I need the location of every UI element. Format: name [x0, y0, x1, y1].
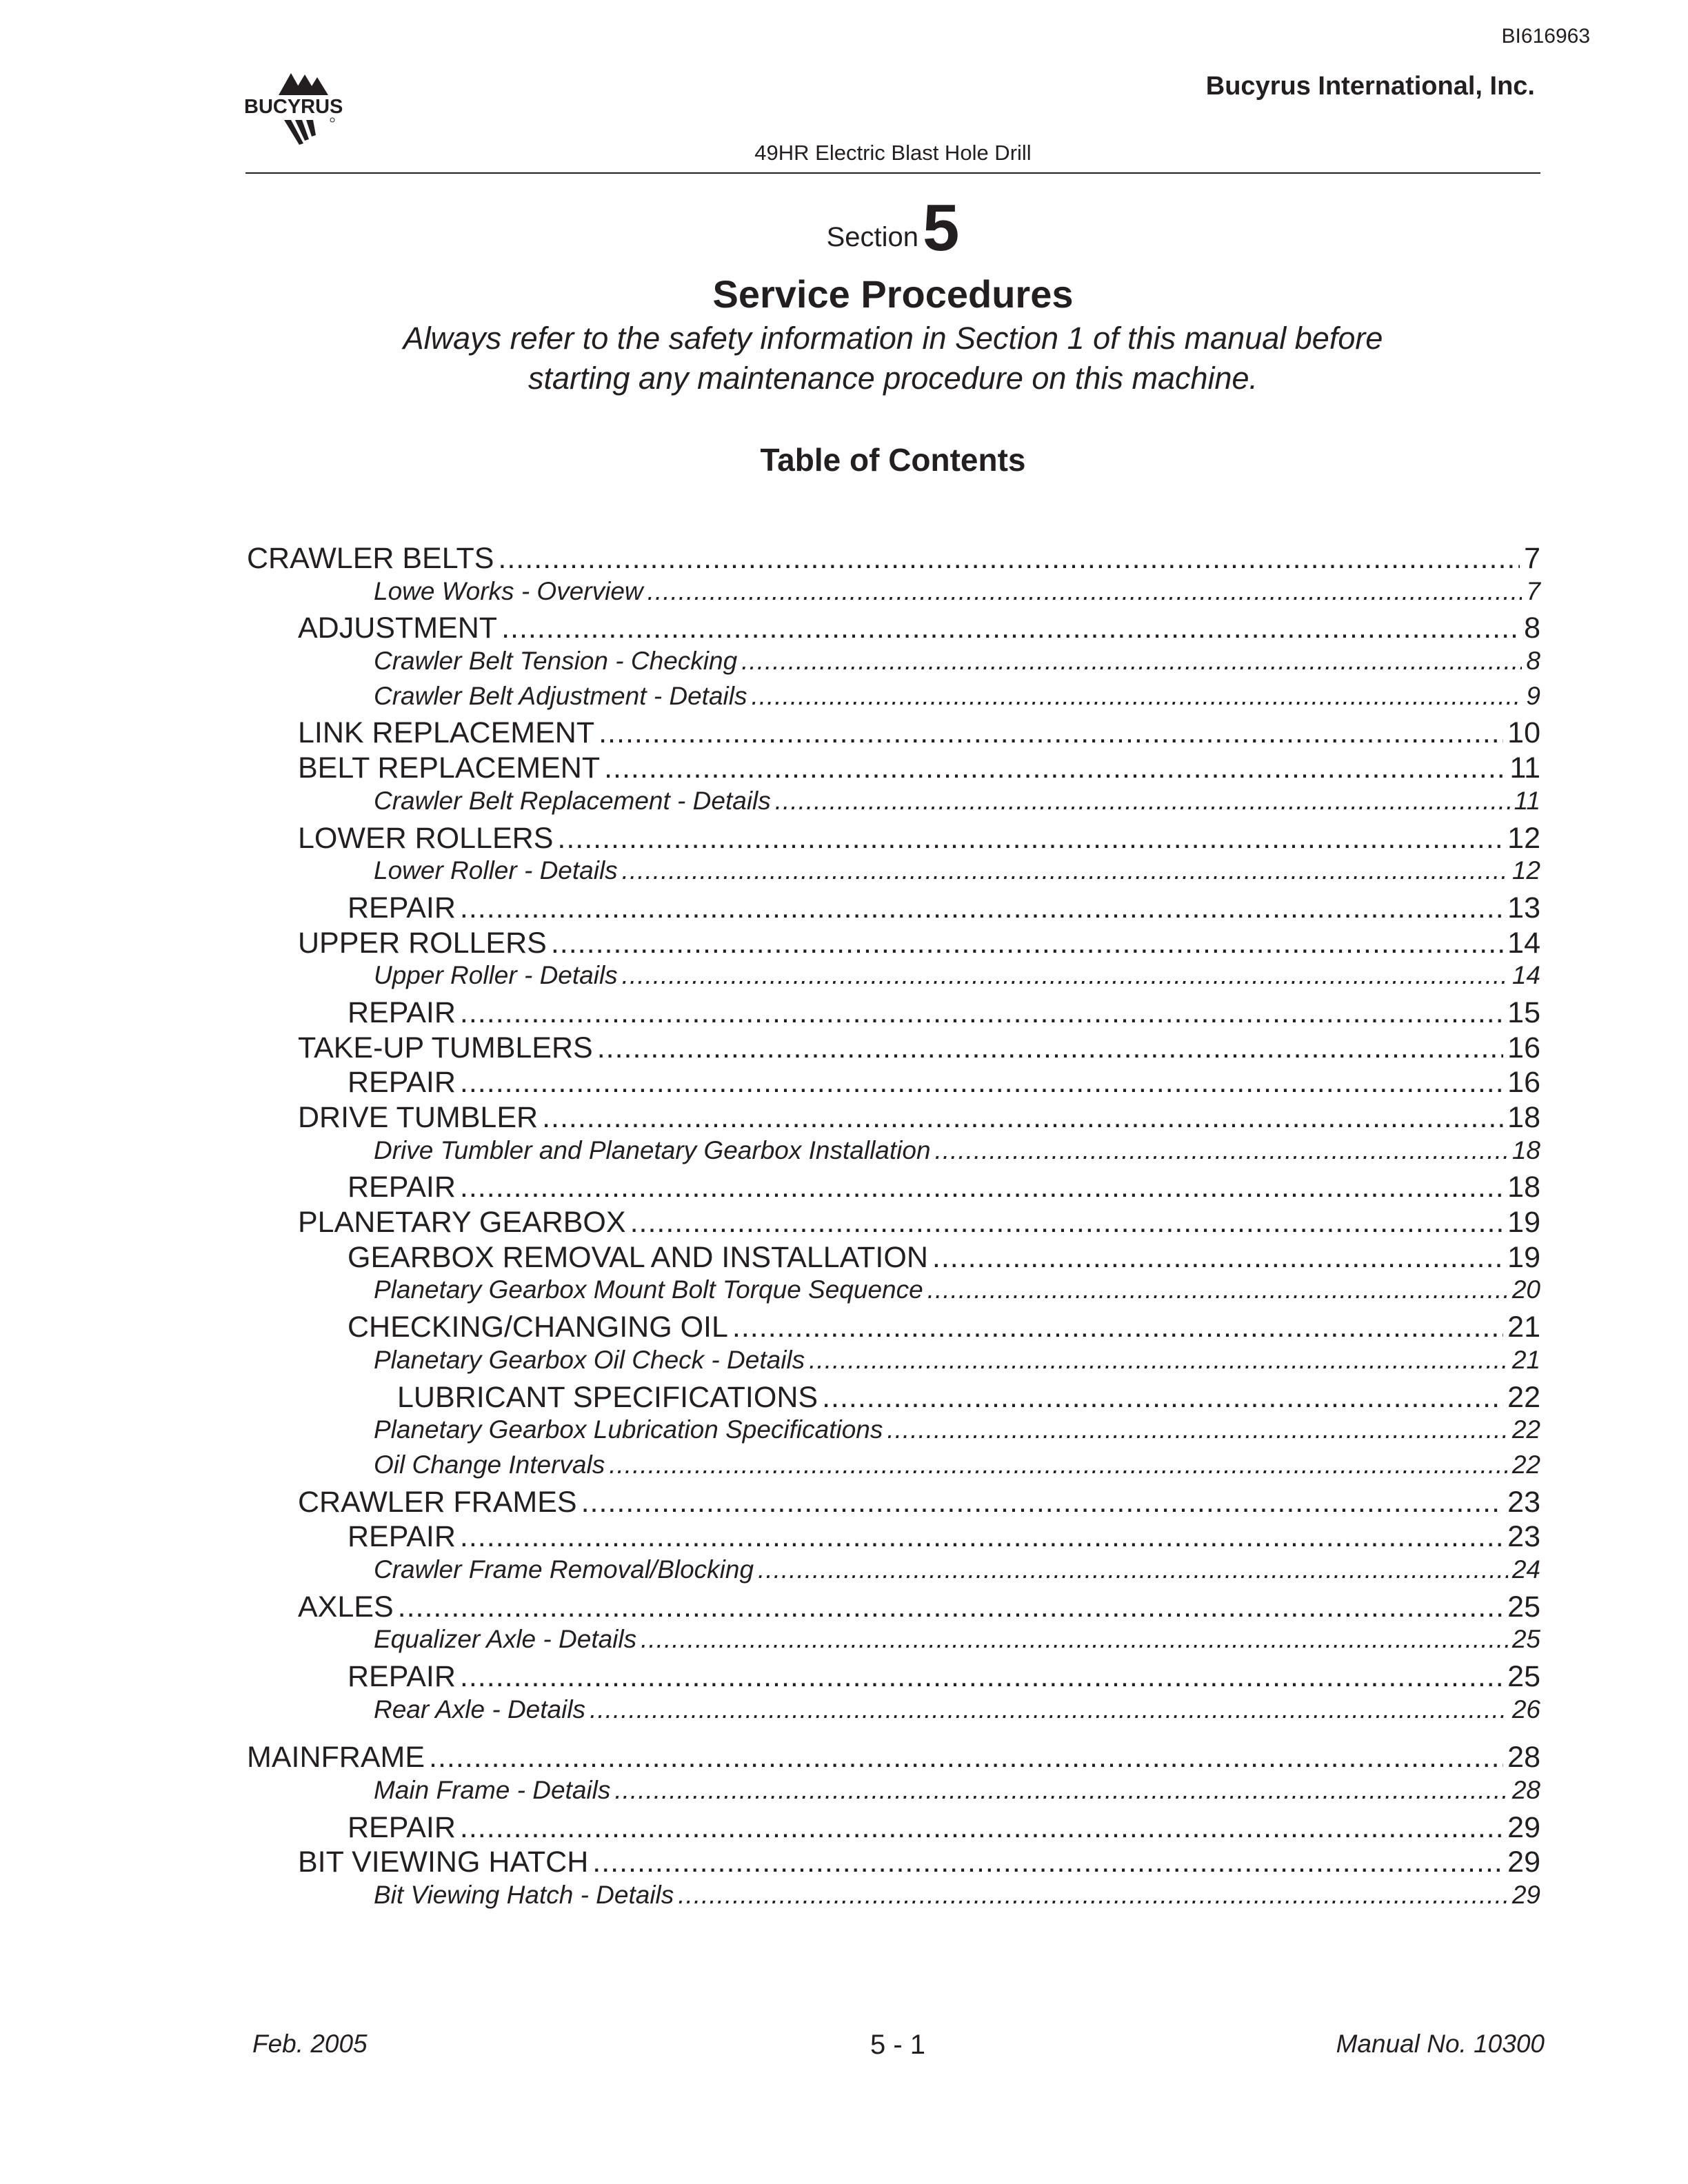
toc-entry-page: 23 — [1507, 1520, 1540, 1554]
toc-entry[interactable] — [247, 1381, 1540, 1416]
toc-leader — [622, 961, 1508, 990]
toc-leader — [460, 1066, 1503, 1100]
toc-entry-label: TAKE-UP TUMBLERS — [298, 1031, 593, 1064]
toc-entry-page: 11 — [1509, 751, 1540, 785]
toc-entry[interactable] — [247, 961, 1540, 996]
toc-entry[interactable] — [247, 542, 1540, 577]
bucyrus-logo — [244, 68, 361, 150]
toc-leader — [809, 1346, 1508, 1375]
toc-entry-label: ADJUSTMENT — [298, 611, 498, 645]
toc-entry[interactable] — [247, 1450, 1540, 1486]
toc-entry-label: Lowe Works - Overview — [374, 576, 643, 605]
toc-entry[interactable] — [247, 1031, 1540, 1066]
toc-leader — [592, 1846, 1503, 1879]
toc-entry-page: 29 — [1507, 1810, 1540, 1844]
toc-entry-page: 13 — [1507, 891, 1540, 924]
toc-entry-label: Crawler Belt Tension - Checking — [374, 647, 738, 676]
toc-title: Table of Contents — [760, 442, 1026, 478]
toc-entry-page: 20 — [1511, 1275, 1540, 1304]
toc-entry-page: 7 — [1524, 542, 1540, 575]
toc-leader — [614, 1776, 1507, 1805]
footer-page-number: 5 - 1 — [870, 2030, 926, 2060]
toc-entry-page: 16 — [1507, 1031, 1540, 1064]
toc-entry[interactable] — [247, 1206, 1540, 1241]
toc-entry[interactable] — [247, 1776, 1540, 1811]
product-name: 49HR Electric Blast Hole Drill — [754, 141, 1032, 165]
section-number: 5 — [923, 191, 960, 265]
toc-entry-label: REPAIR — [348, 1810, 456, 1844]
toc-entry[interactable] — [247, 1660, 1540, 1695]
toc-entry[interactable] — [247, 996, 1540, 1031]
toc-entry-page: 15 — [1507, 995, 1540, 1029]
toc-entry[interactable] — [247, 1101, 1540, 1136]
svg-text:BUCYRUS: BUCYRUS — [244, 96, 343, 118]
toc-leader — [758, 1555, 1508, 1584]
section-label: Section — [826, 222, 919, 252]
footer-manual-number: Manual No. 10300 — [1336, 2030, 1545, 2058]
safety-warning — [0, 318, 1688, 398]
toc-entry-label: REPAIR — [348, 995, 456, 1029]
toc-entry[interactable] — [247, 1171, 1540, 1206]
toc-entry-label: Drive Tumbler and Planetary Gearbox Installation — [374, 1135, 931, 1164]
toc-leader — [935, 1136, 1508, 1165]
toc-leader — [597, 1031, 1503, 1065]
toc-leader — [398, 1590, 1504, 1624]
toc-leader — [822, 1381, 1503, 1415]
toc-entry[interactable] — [247, 787, 1540, 822]
toc-entry[interactable] — [247, 1136, 1540, 1171]
toc-leader — [429, 1741, 1503, 1775]
toc-entry-page: 23 — [1507, 1485, 1540, 1519]
toc-entry-label: Crawler Belt Adjustment - Details — [374, 681, 747, 710]
toc-entry-label: Rear Axle - Details — [374, 1695, 586, 1723]
toc-entry-label: CRAWLER BELTS — [247, 542, 494, 575]
toc-leader — [460, 996, 1503, 1030]
toc-leader — [604, 751, 1505, 785]
toc-leader — [501, 611, 1520, 645]
toc-entry[interactable] — [247, 577, 1540, 612]
toc-entry-label: Planetary Gearbox Lubrication Specifications — [374, 1415, 883, 1444]
toc-entry-page: 21 — [1507, 1311, 1540, 1344]
toc-entry-page: 12 — [1507, 821, 1540, 855]
toc-entry[interactable] — [247, 1066, 1540, 1101]
company-name: Bucyrus International, Inc. — [1205, 72, 1535, 101]
toc-leader — [641, 1625, 1508, 1654]
toc-entry-label: UPPER ROLLERS — [298, 926, 547, 960]
toc-entry-page: 14 — [1507, 926, 1540, 960]
toc-entry-page: 18 — [1511, 1135, 1540, 1164]
toc-leader — [732, 1311, 1503, 1344]
toc-entry-page: 24 — [1511, 1555, 1540, 1584]
safety-warning-line: Always refer to the safety information in Section 1 of this manual before — [403, 321, 1383, 356]
toc-entry-page: 14 — [1511, 961, 1540, 990]
toc-entry-page: 12 — [1511, 856, 1540, 885]
safety-warning-line: starting any maintenance procedure on this machine. — [528, 361, 1258, 396]
toc-entry[interactable] — [247, 1555, 1540, 1590]
toc-entry[interactable] — [247, 751, 1540, 787]
toc-entry-page: 9 — [1526, 681, 1540, 710]
toc-entry-page: 18 — [1507, 1171, 1540, 1204]
toc-entry-label: Planetary Gearbox Oil Check - Details — [374, 1345, 805, 1374]
toc-leader — [775, 787, 1510, 816]
toc-leader — [460, 1520, 1503, 1554]
toc-entry-page: 22 — [1507, 1380, 1540, 1414]
toc-entry[interactable] — [247, 1625, 1540, 1660]
toc-entry-label: REPAIR — [348, 891, 456, 924]
toc-entry-label: Lower Roller - Details — [374, 856, 618, 885]
toc-entry[interactable] — [247, 822, 1540, 857]
toc-entry-page: 7 — [1526, 576, 1540, 605]
toc-entry-label: REPAIR — [348, 1520, 456, 1554]
toc-entry-page: 8 — [1526, 647, 1540, 676]
header-rule — [245, 172, 1540, 174]
toc-entry-page: 19 — [1507, 1206, 1540, 1240]
toc-entry[interactable] — [247, 611, 1540, 647]
toc-entry[interactable] — [247, 927, 1540, 962]
footer-date: Feb. 2005 — [252, 2030, 368, 2058]
toc-entry-label: CRAWLER FRAMES — [298, 1485, 577, 1519]
toc-leader — [498, 542, 1520, 576]
toc-entry-label: Crawler Belt Replacement - Details — [374, 786, 771, 815]
toc-entry-label: Bit Viewing Hatch - Details — [374, 1881, 674, 1910]
toc-entry-label: Crawler Frame Removal/Blocking — [374, 1555, 754, 1584]
toc-entry-label: MAINFRAME — [247, 1741, 425, 1775]
toc-leader — [887, 1415, 1507, 1444]
section-title: Service Procedures — [712, 272, 1074, 316]
document-id: BI616963 — [1501, 25, 1590, 48]
toc-entry-page: 29 — [1507, 1846, 1540, 1879]
toc-entry-page: 25 — [1507, 1660, 1540, 1693]
toc-entry-label: REPAIR — [348, 1171, 456, 1204]
toc-entry-page: 25 — [1511, 1625, 1540, 1654]
toc-entry-label: DRIVE TUMBLER — [298, 1101, 539, 1134]
toc-leader — [741, 647, 1522, 676]
toc-entry[interactable] — [247, 1241, 1540, 1276]
toc-entry-label: REPAIR — [348, 1066, 456, 1100]
toc-leader — [460, 1811, 1503, 1845]
toc-entry-page: 22 — [1511, 1450, 1540, 1479]
toc-entry-page: 19 — [1507, 1240, 1540, 1274]
toc-entry-page: 18 — [1507, 1101, 1540, 1134]
toc-leader — [599, 716, 1503, 750]
toc-entry-label: GEARBOX REMOVAL AND INSTALLATION — [348, 1240, 928, 1274]
toc-entry[interactable] — [247, 891, 1540, 927]
toc-entry-label: Equalizer Axle - Details — [374, 1625, 637, 1654]
toc-leader — [581, 1486, 1504, 1519]
toc-leader — [678, 1881, 1508, 1910]
toc-entry-page: 21 — [1511, 1345, 1540, 1374]
toc-entry-label: LINK REPLACEMENT — [298, 716, 595, 750]
toc-entry-page: 10 — [1507, 716, 1540, 750]
toc-entry[interactable] — [247, 856, 1540, 891]
toc-entry[interactable] — [247, 1415, 1540, 1450]
toc-leader — [622, 856, 1508, 885]
toc-entry-page: 29 — [1511, 1881, 1540, 1910]
toc-leader — [460, 891, 1503, 925]
toc-leader — [630, 1206, 1504, 1240]
toc-leader — [542, 1101, 1503, 1135]
toc-entry-page: 28 — [1507, 1741, 1540, 1775]
toc-entry[interactable] — [247, 682, 1540, 717]
toc-entry-label: AXLES — [298, 1590, 394, 1624]
toc-entry[interactable] — [247, 716, 1540, 751]
toc-entry-page: 8 — [1524, 611, 1540, 645]
toc-entry-page: 28 — [1511, 1776, 1540, 1805]
toc-leader — [647, 577, 1523, 606]
toc-entry[interactable] — [247, 647, 1540, 682]
toc-leader — [551, 927, 1503, 960]
table-of-contents — [247, 542, 1540, 1916]
toc-entry-label: Upper Roller - Details — [374, 961, 618, 990]
toc-entry-page: 16 — [1507, 1066, 1540, 1100]
toc-entry-label: Planetary Gearbox Mount Bolt Torque Sequence — [374, 1275, 923, 1304]
toc-entry-label: BIT VIEWING HATCH — [298, 1846, 589, 1879]
toc-leader — [927, 1275, 1508, 1304]
toc-entry-label: REPAIR — [348, 1660, 456, 1693]
toc-entry[interactable] — [247, 1811, 1540, 1846]
toc-entry[interactable] — [247, 1311, 1540, 1346]
toc-entry[interactable] — [247, 1846, 1540, 1881]
toc-entry[interactable] — [247, 1881, 1540, 1916]
toc-entry-page: 25 — [1507, 1590, 1540, 1624]
toc-entry[interactable] — [247, 1520, 1540, 1555]
toc-entry-label: CHECKING/CHANGING OIL — [348, 1311, 728, 1344]
toc-entry-label: Oil Change Intervals — [374, 1450, 605, 1479]
toc-leader — [609, 1450, 1508, 1479]
toc-entry-label: BELT REPLACEMENT — [298, 751, 601, 785]
toc-entry-page: 11 — [1514, 786, 1540, 815]
toc-entry-label: Main Frame - Details — [374, 1776, 611, 1805]
toc-leader — [460, 1171, 1503, 1204]
toc-leader — [460, 1660, 1503, 1694]
toc-leader — [590, 1695, 1508, 1724]
toc-entry-label: LOWER ROLLERS — [298, 821, 554, 855]
section-heading — [0, 190, 1688, 266]
toc-leader — [932, 1241, 1503, 1275]
toc-leader — [751, 682, 1522, 711]
toc-entry[interactable] — [247, 1590, 1540, 1626]
toc-entry[interactable] — [247, 1486, 1540, 1521]
toc-leader — [557, 822, 1503, 856]
toc-entry-label: PLANETARY GEARBOX — [298, 1206, 626, 1240]
toc-entry-label: LUBRICANT SPECIFICATIONS — [397, 1380, 818, 1414]
toc-entry[interactable] — [247, 1695, 1540, 1730]
toc-entry[interactable] — [247, 1741, 1540, 1776]
toc-entry-page: 26 — [1511, 1695, 1540, 1723]
toc-entry[interactable] — [247, 1275, 1540, 1311]
toc-entry[interactable] — [247, 1346, 1540, 1381]
toc-entry-page: 22 — [1511, 1415, 1540, 1444]
